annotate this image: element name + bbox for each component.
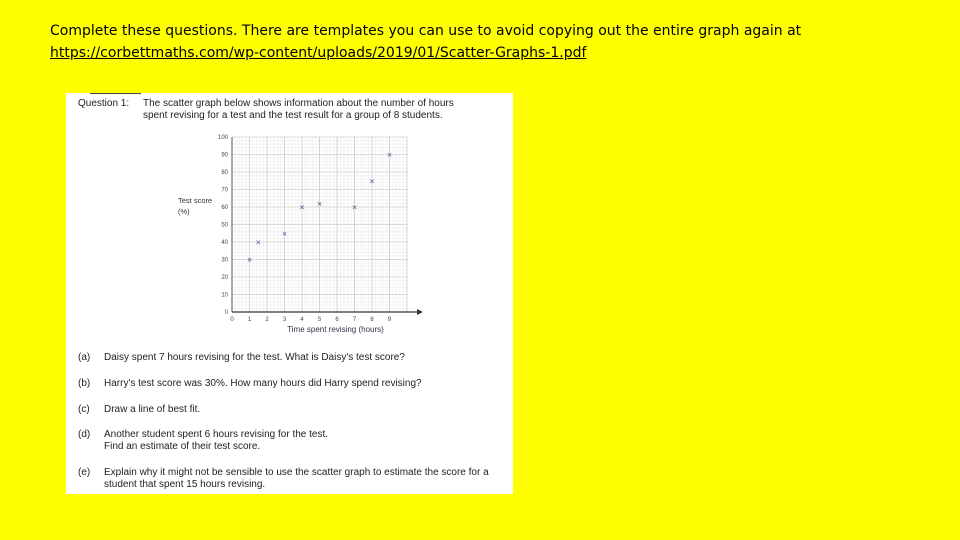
x-tick-label: 1 <box>247 317 252 323</box>
data-point: × <box>369 177 375 186</box>
x-tick-label: 7 <box>352 317 357 323</box>
worksheet-image <box>66 93 513 494</box>
grid-major <box>232 137 407 312</box>
data-point: × <box>281 229 288 238</box>
x-tick-label: 3 <box>282 317 287 323</box>
instructions <box>50 20 930 64</box>
y-tick-label: 10 <box>221 292 228 299</box>
x-tick-label: 9 <box>387 317 392 323</box>
part-text-line-2: Find an estimate of their test score. <box>104 441 261 452</box>
y-tick-label: 90 <box>221 152 228 159</box>
data-point: × <box>386 151 393 159</box>
data-point: × <box>316 200 323 208</box>
instructions-text: Complete these questions. There are templates you can use to avoid copying out the entire graph again at <box>50 23 802 39</box>
x-axis-label: Time spent revising (hours) <box>287 325 384 334</box>
y-tick-label: 0 <box>224 310 228 317</box>
part-text: Draw a line of best fit. <box>104 404 201 415</box>
question-text <box>143 98 503 122</box>
axes <box>232 137 423 315</box>
data-point: × <box>255 238 262 247</box>
x-tick-label: 4 <box>300 317 304 323</box>
data-point: × <box>246 256 253 264</box>
x-tick-label: 5 <box>317 317 322 323</box>
x-tick-label: 8 <box>370 317 374 323</box>
y-axis-unit: (%) <box>178 207 190 216</box>
part-text: Harry's test score was 30%. How many hours did Harry spend revising? <box>104 378 422 389</box>
y-tick-label: 30 <box>221 257 228 264</box>
part-label: (e) <box>78 467 91 478</box>
y-tick-label: 20 <box>221 275 228 282</box>
y-axis-label: Test score <box>178 196 213 205</box>
x-tick-label: 0 <box>230 317 234 323</box>
x-tick-label: 6 <box>335 317 339 323</box>
y-tick-labels <box>218 135 229 316</box>
part-text: Daisy spent 7 hours revising for the test. What is Daisy's test score? <box>104 352 405 363</box>
part-text-line-1: Another student spent 6 hours revising for the test. <box>104 429 329 440</box>
part-label: (d) <box>78 429 91 440</box>
x-tick-label: 2 <box>265 317 269 323</box>
part-text-line-1: Explain why it might not be sensible to use the scatter graph to estimate the score for a <box>104 467 489 478</box>
question-line-1: The scatter graph below shows information about the number of hours <box>143 98 454 109</box>
y-tick-label: 80 <box>221 170 228 177</box>
part-label: (a) <box>78 352 91 363</box>
x-axis-arrow <box>417 309 423 315</box>
data-point: × <box>351 203 358 212</box>
y-tick-label: 40 <box>221 240 228 247</box>
question-number: Question 1: <box>78 98 130 109</box>
x-tick-labels <box>230 317 392 323</box>
data-point: × <box>299 203 305 212</box>
y-tick-label: 100 <box>217 135 228 142</box>
y-tick-label: 50 <box>221 222 228 229</box>
y-tick-label: 70 <box>221 187 228 194</box>
question-line-2: spent revising for a test and the test result for a group of 8 students. <box>143 110 443 121</box>
part-label: (b) <box>78 378 91 389</box>
scatter-graph <box>166 129 426 339</box>
part-text-line-2: student that spent 15 hours revising. <box>104 479 266 490</box>
part-text <box>104 429 509 453</box>
y-tick-label: 60 <box>221 205 228 212</box>
part-label: (c) <box>78 404 90 415</box>
part-text <box>104 467 509 491</box>
worksheet-link[interactable]: https://corbettmaths.com/wp-content/uploads/2019/01/Scatter-Graphs-1.pdf <box>50 45 587 61</box>
